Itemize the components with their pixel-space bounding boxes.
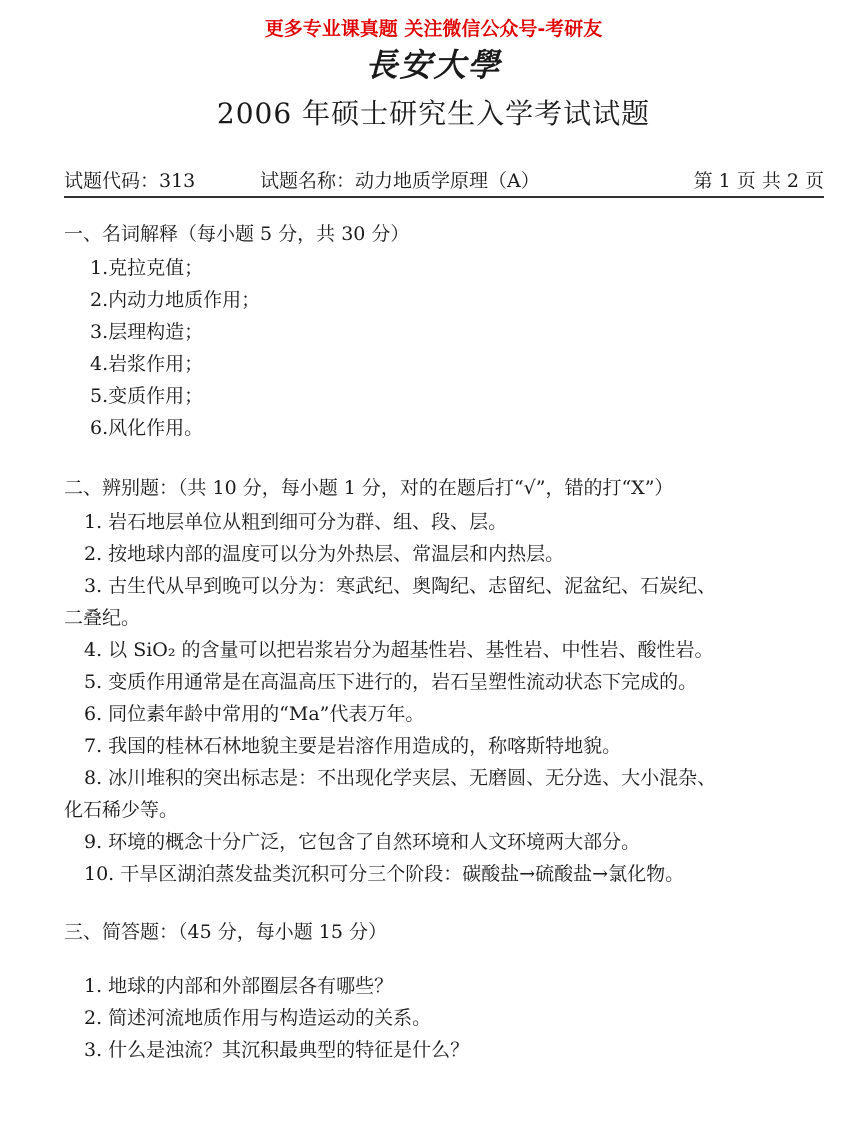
list-item: 3.层理构造； [90,321,204,343]
list-item: 5. 变质作用通常是在高温高压下进行的，岩石呈塑性流动状态下完成的。 [84,671,698,693]
list-item: 4.岩浆作用； [90,353,204,375]
header-banner: 更多专业课真题 关注微信公众号-考研友 [264,18,603,40]
list-item-continuation: 二叠纪。 [64,607,141,629]
exam-content [64,216,824,1066]
section-2-heading: 二、辨别题：（共 10 分，每小题 1 分，对的在题后打“√”，错的打“X”） [64,477,674,499]
list-item: 2.内动力地质作用； [90,289,261,311]
list-item: 1. 岩石地层单位从粗到细可分为群、组、段、层。 [84,511,508,533]
section-1-heading: 一、名词解释（每小题 5 分，共 30 分） [64,223,410,245]
exam-title: 2006 年硕士研究生入学考试试题 [216,97,651,130]
list-item: 8. 冰川堆积的突出标志是：不出现化学夹层、无磨圆、无分选、大小混杂、 [84,767,717,789]
page-indicator: 第 1 页 共 2 页 [693,170,824,192]
list-item: 7. 我国的桂林石林地貌主要是岩溶作用造成的，称喀斯特地貌。 [84,735,622,757]
list-item: 6.风化作用。 [90,417,204,439]
list-item-continuation: 化石稀少等。 [64,799,179,821]
list-item: 3. 古生代从早到晚可以分为：寒武纪、奥陶纪、志留纪、泥盆纪、石炭纪、 [84,575,717,597]
list-item: 4. 以 SiO₂ 的含量可以把岩浆岩分为超基性岩、基性岩、中性岩、酸性岩。 [84,639,714,661]
list-item: 6. 同位素年龄中常用的“Ma”代表万年。 [84,703,425,725]
list-item: 5.变质作用； [90,385,204,407]
list-item: 1.克拉克值； [90,257,204,279]
list-item: 1. 地球的内部和外部圈层各有哪些？ [84,975,394,997]
exam-info-bar [64,160,824,198]
exam-code: 试题代码：313 [64,170,196,192]
list-item: 2. 按地球内部的温度可以分为外热层、常温层和内热层。 [84,543,565,565]
section-3-heading: 三、简答题：（45 分，每小题 15 分） [64,921,387,943]
exam-subject-name: 试题名称：动力地质学原理（A） [260,170,540,192]
university-logo: 長安大學 [365,46,502,84]
list-item: 3. 什么是浊流？其沉积最典型的特征是什么？ [84,1039,470,1061]
list-item: 2. 简述河流地质作用与构造运动的关系。 [84,1007,432,1029]
list-item: 9. 环境的概念十分广泛，它包含了自然环境和人文环境两大部分。 [84,831,641,853]
list-item: 10. 干旱区湖泊蒸发盐类沉积可分三个阶段：碳酸盐→硫酸盐→氯化物。 [84,863,685,885]
